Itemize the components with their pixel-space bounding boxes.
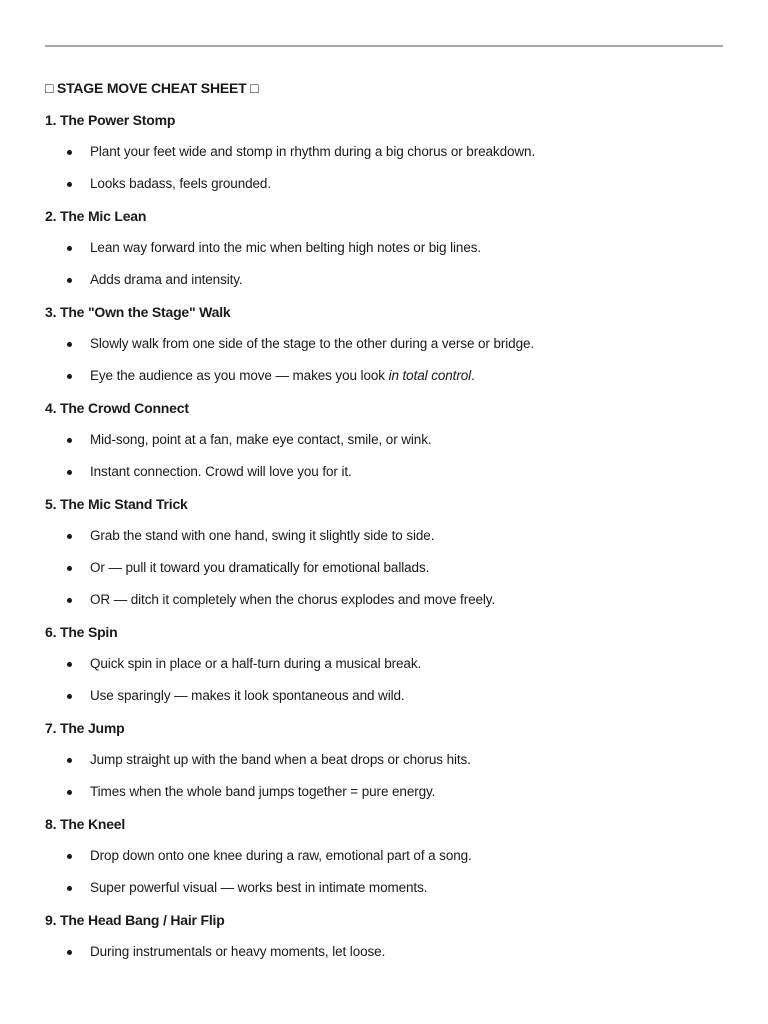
bullet-dot-icon [67,694,72,699]
bullet-dot-icon [67,182,72,187]
list-item [45,556,723,588]
section-heading: 7. The Jump [45,720,125,736]
list-item-text: Slowly walk from one side of the stage to the other during a verse or bridge. [90,336,535,351]
bullet-dot-icon [67,150,72,155]
section [45,908,723,972]
list-item [45,780,723,812]
bullet-dot-icon [67,374,72,379]
list-item [45,876,723,908]
list-item [45,524,723,556]
bullet-list [45,236,723,300]
document-title: □ STAGE MOVE CHEAT SHEET □ [45,80,259,96]
list-item [45,684,723,716]
bullet-list [45,332,723,396]
section [45,204,723,300]
list-item-text: Drop down onto one knee during a raw, emotional part of a song. [90,848,472,863]
list-item [45,428,723,460]
list-item-text: Super powerful visual — works best in intimate moments. [90,880,428,895]
bullet-dot-icon [67,534,72,539]
list-item-text: Grab the stand with one hand, swing it slightly side to side. [90,528,435,543]
bullet-dot-icon [67,886,72,891]
list-item [45,588,723,620]
section [45,396,723,492]
section [45,716,723,812]
list-item [45,460,723,492]
list-item-text: OR — ditch it completely when the chorus explodes and move freely. [90,592,496,607]
section-heading: 8. The Kneel [45,816,126,832]
bullet-list [45,524,723,620]
section [45,620,723,716]
list-item-text: Plant your feet wide and stomp in rhythm during a big chorus or breakdown. [90,144,536,159]
section-heading: 1. The Power Stomp [45,112,176,128]
list-item [45,268,723,300]
list-item-text: Instant connection. Crowd will love you for it. [90,464,352,479]
bullet-list [45,428,723,492]
document-body [45,76,723,972]
list-item-text: Looks badass, feels grounded. [90,176,271,191]
bullet-dot-icon [67,758,72,763]
list-item-text: Use sparingly — makes it look spontaneous and wild. [90,688,405,703]
list-item [45,140,723,172]
bullet-list [45,844,723,908]
bullet-list [45,940,723,972]
top-divider [45,45,723,47]
bullet-list [45,652,723,716]
list-item-text: During instrumentals or heavy moments, let loose. [90,944,386,959]
bullet-dot-icon [67,950,72,955]
list-item-text: Mid-song, point at a fan, make eye contact, smile, or wink. [90,432,432,447]
bullet-list [45,748,723,812]
section [45,300,723,396]
bullet-dot-icon [67,438,72,443]
list-item-text: Lean way forward into the mic when belting high notes or big lines. [90,240,482,255]
list-item-text: Quick spin in place or a half-turn during a musical break. [90,656,422,671]
bullet-dot-icon [67,854,72,859]
bullet-dot-icon [67,470,72,475]
list-item [45,652,723,684]
section [45,812,723,908]
section-heading: 3. The "Own the Stage" Walk [45,304,231,320]
list-item-text: Adds drama and intensity. [90,272,243,287]
list-item [45,748,723,780]
list-item-text-tail: . [471,368,475,383]
bullet-dot-icon [67,662,72,667]
section-list [45,108,723,972]
section-heading: 4. The Crowd Connect [45,400,189,416]
section-heading: 5. The Mic Stand Trick [45,496,188,512]
section-heading: 9. The Head Bang / Hair Flip [45,912,225,928]
bullet-dot-icon [67,246,72,251]
bullet-dot-icon [67,790,72,795]
section [45,492,723,620]
list-item [45,364,723,396]
list-item-text: Eye the audience as you move — makes you look [90,368,389,383]
bullet-dot-icon [67,598,72,603]
section [45,108,723,204]
bullet-list [45,140,723,204]
bullet-dot-icon [67,278,72,283]
list-item-emphasis: in total control [388,368,472,383]
list-item-text: Times when the whole band jumps together = pure energy. [90,784,436,799]
list-item [45,172,723,204]
bullet-dot-icon [67,342,72,347]
section-heading: 2. The Mic Lean [45,208,147,224]
section-heading: 6. The Spin [45,624,118,640]
list-item-text: Jump straight up with the band when a beat drops or chorus hits. [90,752,471,767]
list-item [45,940,723,972]
bullet-dot-icon [67,566,72,571]
list-item [45,332,723,364]
list-item [45,844,723,876]
list-item [45,236,723,268]
list-item-text: Or — pull it toward you dramatically for emotional ballads. [90,560,430,575]
